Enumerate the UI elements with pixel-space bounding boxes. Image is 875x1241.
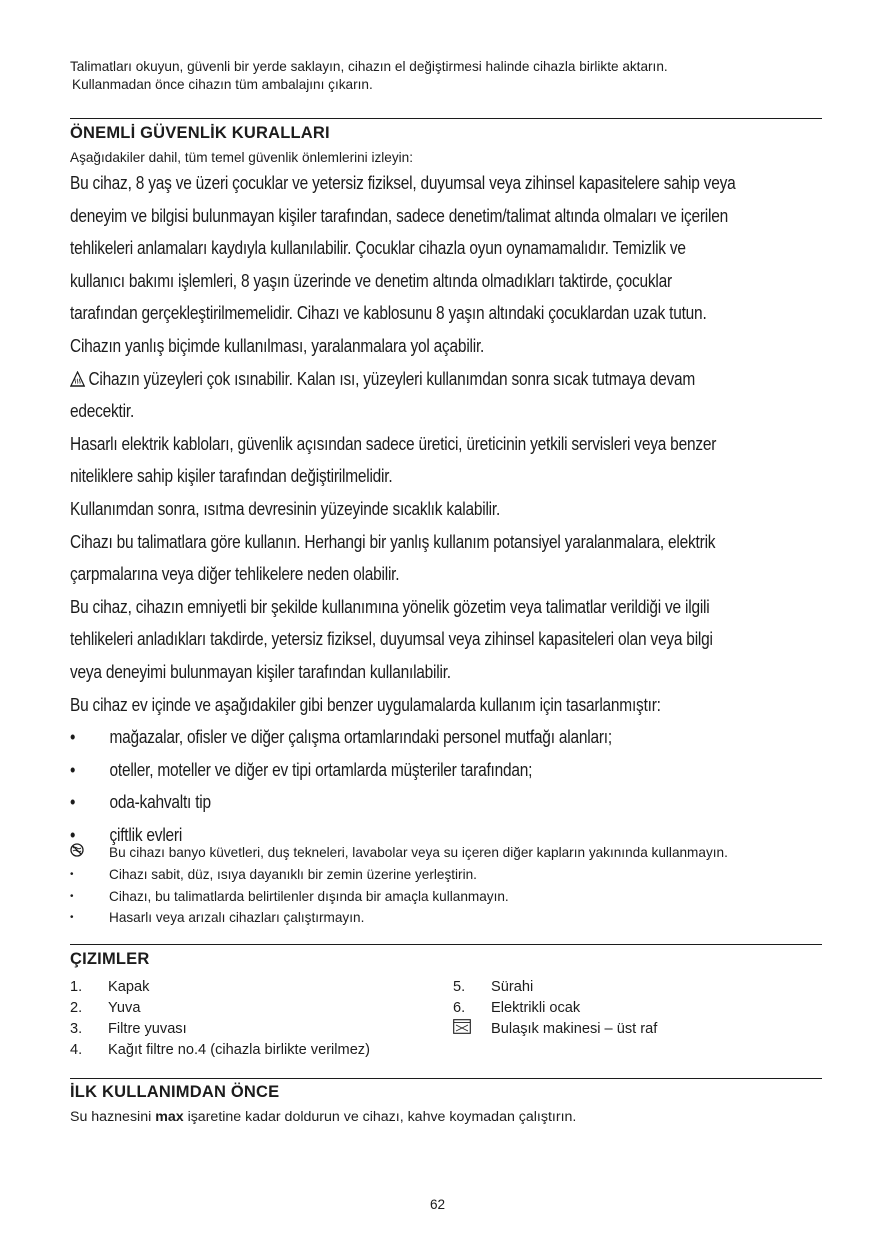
safety-line: tarafından gerçekleştirilmemelidir. Cihazı ve kablosunu 8 yaşın altındaki çocuklardan uzak tutun.	[70, 302, 707, 324]
list-item-text: Cihazı, bu talimatlarda belirtilenler dışında bir amaçla kullanmayın.	[109, 888, 509, 904]
item-number: 3.	[70, 1020, 83, 1037]
small-safety-list	[70, 842, 822, 928]
list-item	[70, 907, 822, 929]
list-item	[70, 721, 822, 754]
list-item	[70, 1040, 453, 1061]
list-item	[70, 886, 822, 908]
bullet-icon: •	[70, 912, 74, 924]
safety-line: tehlikeleri anladıkları takdirde, yetersiz fiziksel, duyumsal veya zihinsel kapasiteleri olan veya bilgi	[70, 628, 713, 650]
bullet-icon: •	[70, 791, 76, 813]
drawings-column-right	[453, 977, 657, 1061]
safety-line: Bu cihaz, cihazın emniyetli bir şekilde kullanımına yönelik gözetim veya talimatlar verildiği ve ilgili	[70, 595, 710, 617]
drawings-heading: ÇIZIMLER	[70, 949, 150, 968]
list-item	[70, 786, 822, 819]
bullet-icon: •	[70, 823, 76, 845]
intro-text	[70, 58, 822, 94]
list-item	[453, 1019, 657, 1041]
bullet-icon: •	[70, 758, 76, 780]
list-item	[70, 1019, 453, 1040]
item-label: Filtre yuvası	[108, 1020, 187, 1037]
first-use-heading: İLK KULLANIMDAN ÖNCE	[70, 1082, 280, 1101]
safety-line: Kullanımdan sonra, ısıtma devresinin yüzeyinde sıcaklık kalabilir.	[70, 497, 501, 519]
item-number: 4.	[70, 1041, 83, 1058]
list-item-text: Bu cihazı banyo küvetleri, duş tekneleri, lavabolar veya su içeren diğer kapların yakınında kullanmayın.	[109, 845, 728, 861]
drawings-column-left	[70, 977, 453, 1061]
bullet-icon: •	[70, 726, 76, 748]
list-item	[453, 977, 657, 998]
list-item-text: Cihazı sabit, düz, ısıya dayanıklı bir zemin üzerine yerleştirin.	[109, 867, 477, 883]
item-number: 6.	[453, 999, 466, 1016]
safety-line: Bu cihaz ev içinde ve aşağıdakiler gibi benzer uygulamalarda kullanım için tasarlanmıştır:	[70, 693, 661, 715]
first-use-text-b: işaretine kadar doldurun ve cihazı, kahve koymadan çalıştırın.	[187, 1108, 577, 1125]
safety-body	[70, 167, 822, 851]
list-item-text: Hasarlı veya arızalı cihazları çalıştırmayın.	[109, 910, 365, 926]
safety-line: kullanıcı bakımı işlemleri, 8 yaşın üzerinde ve denetim altında olmadıkları taktirde, çocuklar	[70, 269, 672, 291]
safety-line: Hasarlı elektrik kabloları, güvenlik açısından sadece üretici, üreticinin yetkili servisleri veya benzer	[70, 432, 717, 454]
safety-line: tehlikeleri anlamaları kaydıyla kullanılabilir. Çocuklar cihazla oyun oynamamalıdır. Temizlik ve	[70, 237, 686, 259]
bullet-icon: •	[70, 890, 74, 902]
bullet-icon: •	[70, 869, 74, 881]
list-item-text: oteller, moteller ve diğer ev tipi ortamlarda müşteriler tarafından;	[109, 758, 533, 780]
list-item	[70, 819, 822, 852]
first-use-text-a: Su haznesini	[70, 1108, 152, 1125]
drawings-list	[70, 977, 822, 1061]
list-item-text: mağazalar, ofisler ve diğer çalışma ortamlarındaki personel mutfağı alanları;	[109, 726, 612, 748]
list-item	[70, 998, 453, 1019]
safety-line: deneyim ve bilgisi bulunmayan kişiler tarafından, sadece denetim/talimat altında olmaları ve içerilen	[70, 204, 728, 226]
safety-heading: ÖNEMLİ GÜVENLİK KURALLARI	[70, 124, 330, 142]
safety-line: niteliklere sahip kişiler tarafından değiştirilmelidir.	[70, 465, 393, 487]
item-label: Bulaşık makinesi – üst raf	[491, 1020, 658, 1037]
section-divider	[70, 1078, 822, 1079]
dishwasher-icon	[453, 1019, 491, 1041]
manual-page	[70, 58, 822, 1125]
safety-lead: Aşağıdakiler dahil, tüm temel güvenlik önlemlerini izleyin:	[70, 150, 414, 165]
section-divider	[70, 118, 822, 119]
intro-line-1: Talimatları okuyun, güvenli bir yerde saklayın, cihazın el değiştirmesi halinde cihazla birlikte aktarın.	[70, 59, 668, 74]
list-item	[453, 998, 657, 1019]
first-use-text	[70, 1109, 822, 1125]
safety-line: Bu cihaz, 8 yaş ve üzeri çocuklar ve yetersiz fiziksel, duyumsal veya zihinsel kapasitelere sahip veya	[70, 172, 736, 193]
item-number: 5.	[453, 978, 466, 995]
safety-line: veya deneyimi bulunmayan kişiler tarafından kullanılabilir.	[70, 660, 451, 682]
hot-warning-text: Cihazın yüzeyleri çok ısınabilir. Kalan ısı, yüzeyleri kullanımdan sonra sıcak tutmaya devam	[88, 367, 696, 389]
safety-line: çarpmalarına veya diğer tehlikelere neden olabilir.	[70, 563, 400, 585]
list-item-text: çiftlik evleri	[109, 823, 183, 845]
item-label: Kapak	[108, 978, 150, 995]
section-divider	[70, 944, 822, 945]
safety-line: Cihazın yanlış biçimde kullanılması, yaralanmalara yol açabilir.	[70, 334, 485, 356]
item-label: Yuva	[108, 999, 141, 1016]
item-number: 2.	[70, 999, 83, 1016]
list-item	[70, 754, 822, 787]
safety-line: Cihazı bu talimatlara göre kullanın. Herhangi bir yanlış kullanım potansiyel yaralanmalara, elektrik	[70, 530, 716, 552]
item-label: Kağıt filtre no.4 (cihazla birlikte verilmez)	[108, 1041, 370, 1058]
hot-surface-warning-icon	[70, 365, 85, 381]
list-item-text: oda-kahvaltı tip	[109, 791, 211, 813]
item-label: Sürahi	[491, 978, 534, 995]
list-item	[70, 864, 822, 886]
page-number: 62	[429, 1197, 446, 1212]
item-number: 1.	[70, 978, 83, 995]
hot-warning-continued: edecektir.	[70, 400, 135, 422]
max-mark: max	[155, 1108, 184, 1125]
list-item	[70, 977, 453, 998]
intro-line-2: Kullanmadan önce cihazın tüm ambalajını çıkarın.	[72, 77, 373, 92]
hot-surface-warning	[70, 363, 822, 396]
item-label: Elektrikli ocak	[491, 999, 581, 1016]
